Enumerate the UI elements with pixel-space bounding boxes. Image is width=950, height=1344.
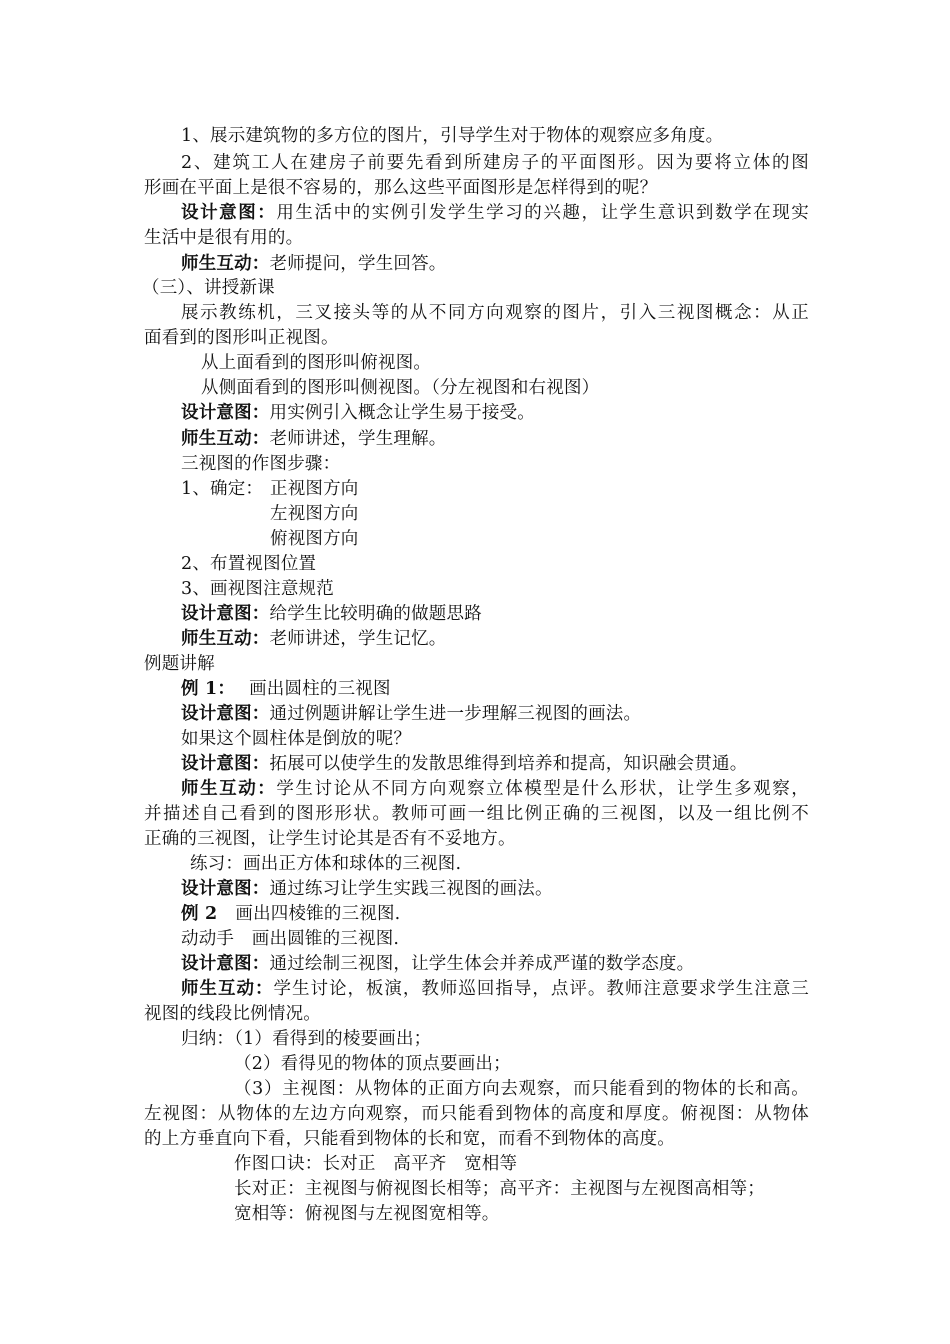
practice-design-text: 通过练习让学生实践三视图的画法。: [269, 879, 553, 899]
steps-interact-text: 老师讲述，学生记忆。: [269, 629, 447, 649]
handson-line: 动动手 画出圆锥的三视图.: [181, 929, 400, 949]
example-2-line: [181, 902, 400, 926]
section-p1a: 展示教练机，三叉接头等的从不同方向观察的图片，引入三视图概念：从正: [181, 303, 809, 323]
question-design-line: [181, 752, 747, 776]
question-design-text: 拓展可以使学生的发散思维得到培养和提高，知识融会贯通。: [269, 754, 748, 774]
examples-heading: 例题讲解: [144, 654, 215, 674]
example-interact-b: 并描述自己看到的图形形状。教师可画一组比例正确的三视图，以及一组比例不: [144, 804, 809, 824]
handson-interact-line: [181, 977, 809, 1001]
section-p1b: 面看到的图形叫正视图。: [144, 328, 339, 348]
rule-line-a: 长对正：主视图与俯视图长相等；高平齐：主视图与左视图高相等；: [234, 1179, 765, 1199]
steps-s3: 3、画视图注意规范: [181, 579, 334, 599]
design-label: 设计意图：: [181, 403, 270, 423]
section-design-line: [181, 401, 535, 425]
handson-design-text: 通过绘制三视图，让学生体会并养成严谨的数学态度。: [269, 954, 695, 974]
design-label: 设计意图：: [181, 604, 270, 624]
section-p3: 从侧面看到的图形叫侧视图。（分左视图和右视图）: [201, 378, 600, 398]
ex1-design-text: 通过例题讲解让学生进一步理解三视图的画法。: [269, 704, 642, 724]
rule-line-b: 宽相等：俯视图与左视图宽相等。: [234, 1204, 500, 1224]
steps-design-line: [181, 602, 482, 626]
section-design-text: 用实例引入概念让学生易于接受。: [269, 403, 535, 423]
section-p2: 从上面看到的图形叫俯视图。: [201, 353, 432, 373]
interact-label: 师生互动：: [181, 629, 270, 649]
steps-s2: 2、布置视图位置: [181, 554, 317, 574]
practice-design-line: [181, 877, 553, 901]
steps-design-text: 给学生比较明确的做题思路: [269, 604, 482, 624]
steps-title: 三视图的作图步骤：: [181, 454, 341, 474]
design-label: 设计意图：: [181, 754, 270, 774]
example-1-line: [181, 677, 391, 701]
handson-interact-a: 学生讨论，板演，教师巡回指导，点评。教师注意要求学生注意三: [273, 979, 809, 999]
steps-s1-a: 正视图方向: [270, 479, 359, 499]
handson-interact-b: 视图的线段比例情况。: [144, 1004, 321, 1024]
intro-line-2b: 形画在平面上是很不容易的，那么这些平面图形是怎样得到的呢？: [144, 178, 658, 198]
example-2-label: 例 2: [181, 904, 218, 924]
design-label: 设计意图：: [181, 954, 270, 974]
example-1-label: 例 1：: [181, 679, 236, 699]
drawing-rhyme: 作图口诀：长对正 高平齐 宽相等: [234, 1154, 518, 1174]
steps-s1-b: 左视图方向: [270, 504, 359, 524]
example-2-text: 画出四棱锥的三视图.: [235, 904, 401, 924]
design-label: 设计意图：: [181, 203, 277, 223]
intro-design-text-b: 生活中是很有用的。: [144, 228, 304, 248]
interact-label: 师生互动：: [181, 779, 277, 799]
steps-s1-c: 俯视图方向: [270, 529, 359, 549]
interact-label: 师生互动：: [181, 254, 270, 274]
summary-1: 归纳：（1）看得到的棱要画出；: [181, 1029, 432, 1049]
intro-interact-text: 老师提问，学生回答。: [269, 254, 447, 274]
section-interact-text: 老师讲述，学生理解。: [269, 429, 447, 449]
intro-line-1: 1、展示建筑物的多方位的图片，引导学生对于物体的观察应多角度。: [181, 126, 724, 146]
interact-label: 师生互动：: [181, 429, 270, 449]
summary-3c: 的上方垂直向下看，只能看到物体的长和宽，而看不到物体的高度。: [144, 1129, 675, 1149]
example-interact-c: 正确的三视图，让学生讨论其是否有不妥地方。: [144, 829, 516, 849]
example-question: 如果这个圆柱体是倒放的呢？: [181, 729, 412, 749]
section-heading: （三）、讲授新课: [142, 278, 275, 298]
summary-3a: （3）主视图：从物体的正面方向去观察，而只能看到的物体的长和高。: [234, 1079, 809, 1099]
intro-line-2a: 2、建筑工人在建房子前要先看到所建房子的平面图形。因为要将立体的图: [181, 153, 809, 173]
summary-2: （2）看得见的物体的顶点要画出；: [234, 1054, 511, 1074]
design-label: 设计意图：: [181, 879, 270, 899]
intro-design-line: [181, 201, 809, 225]
example-interact-line: [181, 777, 809, 801]
design-label: 设计意图：: [181, 704, 270, 724]
example-1-text: 画出圆柱的三视图: [249, 679, 391, 699]
intro-design-text-a: 用生活中的实例引发学生学习的兴趣，让学生意识到数学在现实: [276, 203, 809, 223]
example-interact-a: 学生讨论从不同方向观察立体模型是什么形状，让学生多观察，: [276, 779, 809, 799]
intro-interact-line: [181, 252, 447, 276]
section-interact-line: [181, 427, 447, 451]
steps-interact-line: [181, 627, 447, 651]
summary-3b: 左视图：从物体的左边方向观察，而只能看到物体的高度和厚度。俯视图：从物体: [144, 1104, 809, 1124]
steps-s1-label: 1、确定：: [181, 479, 264, 499]
handson-design-line: [181, 952, 694, 976]
interact-label: 师生互动：: [181, 979, 274, 999]
practice-line: 练习：画出正方体和球体的三视图.: [190, 854, 462, 874]
ex1-design-line: [181, 702, 641, 726]
